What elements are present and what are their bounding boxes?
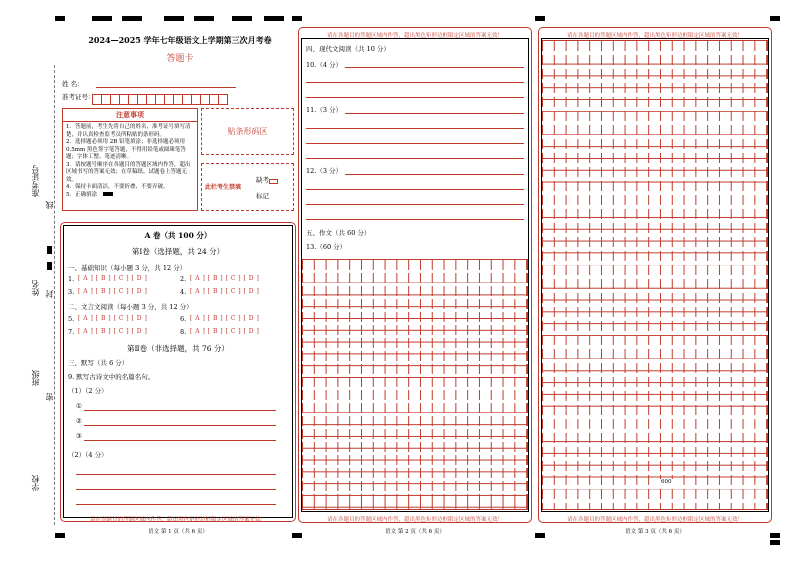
warning-text: 请在各题目的答题区域内作答，超出黑色矩形边框限定区域的答案无效！ (89, 517, 266, 523)
part2-title: 第Ⅱ卷（非选择题，共 76 分） (127, 344, 229, 353)
note-item: 5．正确填涂 (66, 192, 194, 200)
answer-line[interactable] (84, 410, 276, 411)
timing-mark (535, 16, 545, 21)
timing-mark (770, 16, 780, 21)
choice-number: 5. (68, 315, 75, 323)
q10-label: 10.（4 分） (306, 61, 343, 69)
answer-line[interactable] (306, 219, 524, 220)
answer-line[interactable] (306, 97, 524, 98)
choice-number: 2. (180, 275, 187, 283)
timing-mark (232, 16, 252, 21)
warning-text: 请在各题目的答题区域内作答，超出黑色矩形边框限定区域的答案无效！ (566, 33, 743, 39)
answer-line[interactable] (345, 174, 524, 175)
choice-options-2[interactable]: [ A ] [ B ] [ C ] [ D ] (190, 275, 260, 282)
q9-sub2: （2）（4 分） (68, 451, 108, 459)
q9-sub1: （1）（2 分） (68, 387, 108, 395)
q12-label: 12.（3 分） (306, 167, 343, 175)
barcode-area (201, 108, 294, 155)
choice-options-7[interactable]: [ A ] [ B ] [ C ] [ D ] (78, 328, 148, 335)
answer-line[interactable] (345, 67, 524, 68)
page-footer: 语文 第 2 页（共 6 页） (385, 529, 445, 535)
choice-number: 8. (180, 328, 187, 336)
side-mark (47, 246, 52, 254)
choice-number: 1. (68, 275, 75, 283)
q5-header: 五、作文（共 60 分） (306, 229, 371, 237)
answer-line[interactable] (84, 425, 276, 426)
timing-mark (164, 16, 184, 21)
choice-options-8[interactable]: [ A ] [ B ] [ C ] [ D ] (190, 328, 260, 335)
notes-box (62, 108, 198, 211)
circle-label: ② (76, 417, 82, 425)
warning-text: 请在各题目的答题区域内作答，超出黑色矩形边框限定区域的答案无效！ (326, 33, 503, 39)
side-mark (47, 262, 52, 270)
choice-options-4[interactable]: [ A ] [ B ] [ C ] [ D ] (190, 288, 260, 295)
timing-mark (122, 16, 142, 21)
side-class-label: 班级 (31, 370, 40, 386)
barcode-label: 贴条形码区 (227, 127, 268, 136)
choice-options-5[interactable]: [ A ] [ B ] [ C ] [ D ] (78, 315, 148, 322)
side-secret-label: 密 (45, 393, 54, 401)
choice-options-6[interactable]: [ A ] [ B ] [ C ] [ D ] (190, 315, 260, 322)
answer-line[interactable] (76, 489, 276, 490)
q3-header: 三、默写（共 6 分） (68, 359, 129, 367)
warning-text: 请在各题目的答题区域内作答，超出黑色矩形边框限定区域的答案无效！ (566, 517, 743, 523)
warning-text: 请在各题目的答题区域内作答，超出黑色矩形边框限定区域的答案无效！ (326, 517, 503, 523)
side-line-label: 线 (45, 201, 54, 209)
answer-line[interactable] (76, 474, 276, 475)
id-digit-boxes[interactable] (92, 90, 227, 109)
side-school-label: 学校 (31, 475, 40, 491)
answer-line[interactable] (306, 143, 524, 144)
note-item: 1．答题前，考生先将自己的姓名，准考证号填写清楚，并认真检查监考员所粘贴的条形码。 (66, 124, 191, 138)
answer-line[interactable] (306, 204, 524, 205)
binding-strip (30, 55, 60, 525)
answer-line[interactable] (76, 504, 276, 505)
absent-mark-label: 标记 (256, 192, 269, 200)
note-item: 2．选择题必须用 2B 铅笔填涂；非选择题必须用 0.5mm 黑色签字笔答题，不得用铅笔或圆珠笔答题；字体工整、笔迹清晰。 (66, 139, 186, 160)
timing-mark (770, 540, 780, 545)
page-footer: 语文 第 1 页（共 6 页） (148, 529, 208, 535)
absent-miss-label: 缺考 (256, 176, 269, 184)
circle-label: ③ (76, 432, 82, 440)
timing-mark (194, 16, 214, 21)
answer-line[interactable] (84, 440, 276, 441)
q4-header: 四、现代文阅读（共 10 分） (306, 45, 390, 53)
timing-mark (264, 16, 284, 21)
answer-line[interactable] (306, 82, 524, 83)
answer-line[interactable] (306, 128, 524, 129)
q13-label: 13.（60 分） (306, 243, 347, 251)
answer-line[interactable] (306, 189, 524, 190)
side-name-label: 姓名 (31, 280, 40, 296)
choice-number: 3. (68, 288, 75, 296)
part1-title: 第Ⅰ卷（选择题，共 24 分） (131, 247, 225, 256)
choice-number: 6. (180, 315, 187, 323)
side-seal-label: 封 (45, 290, 54, 298)
section-a-title: A 卷（共 100 分） (144, 231, 212, 240)
notes-title: 注意事项 (63, 109, 197, 122)
timing-mark (92, 16, 112, 21)
absent-checkbox[interactable] (269, 179, 278, 184)
q1-header: 一、基础知识（每小题 3 分，共 12 分） (68, 264, 187, 272)
choice-number: 4. (180, 288, 187, 296)
word-count-600: 600 (661, 479, 672, 485)
page-title: 2024—2025 学年七年级语文上学期第三次月考卷 (88, 35, 272, 45)
page-subtitle: 答题卡 (166, 54, 194, 64)
timing-mark (55, 16, 65, 21)
choice-options-1[interactable]: [ A ] [ B ] [ C ] [ D ] (78, 275, 148, 282)
circle-label: ① (76, 402, 82, 410)
timing-mark (292, 16, 302, 21)
choice-number: 7. (68, 328, 75, 336)
q9-prompt: 9. 默写古诗文中的名篇名句。 (68, 373, 155, 381)
q2-header: 二、文言文阅读（每小题 3 分，共 12 分） (68, 303, 193, 311)
note-item: 4．保持卡面清洁，不要折叠、不要弄破。 (66, 184, 169, 190)
page-footer: 语文 第 3 页（共 6 页） (625, 529, 685, 535)
side-id-label: 准考证号 (31, 165, 40, 197)
answer-line[interactable] (345, 113, 524, 114)
name-label: 姓 名： (62, 80, 84, 88)
q11-label: 11.（3 分） (306, 106, 343, 114)
absent-label: 此栏考生禁填 (205, 184, 242, 191)
id-label: 准考证号： (62, 93, 95, 101)
absent-box (201, 163, 294, 211)
note-item: 3．请按题号顺序在各题目的答题区域内作答，超出区域书写的答案无效；在草稿纸、试题卷上答题无效。 (66, 161, 191, 183)
name-field[interactable] (96, 87, 236, 88)
answer-line[interactable] (306, 158, 524, 159)
filled-example (103, 192, 113, 196)
choice-options-3[interactable]: [ A ] [ B ] [ C ] [ D ] (78, 288, 148, 295)
